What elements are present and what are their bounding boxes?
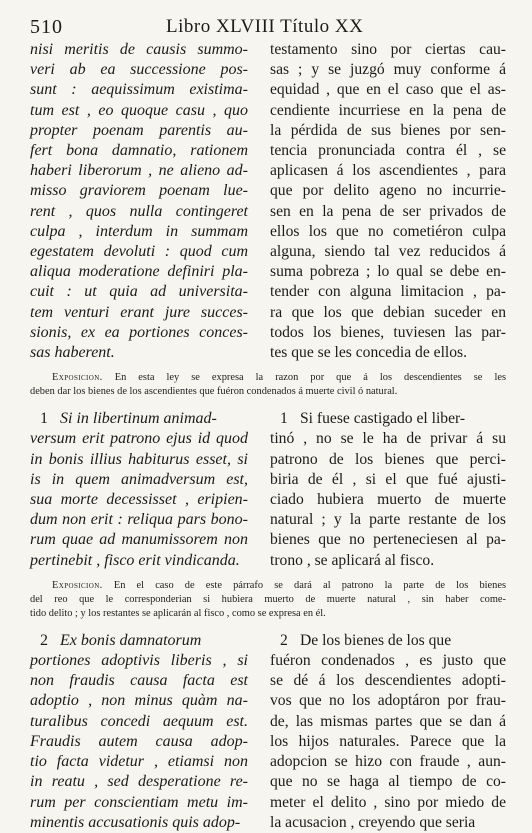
spanish-line	[270, 101, 506, 121]
spanish-column	[270, 631, 506, 833]
spanish-line	[270, 343, 506, 363]
latin-line	[30, 712, 248, 732]
spanish-line	[270, 752, 506, 772]
spanish-line	[280, 631, 506, 651]
page-number: 510	[30, 16, 63, 38]
exposition-line: tido delito ; y los restantes se aplicarán al fisco , como se expresa en él.	[30, 607, 326, 619]
line-text: nisi meritis de causis summo-	[30, 41, 248, 58]
spanish-line	[270, 181, 506, 201]
page-body	[30, 40, 506, 833]
spanish-line	[270, 490, 506, 510]
line-text: tum est , eo quoque casu , quo	[30, 101, 248, 119]
latin-line	[30, 40, 248, 60]
latin-line	[30, 691, 248, 711]
line-text: ciado hubiera muerto de muerte	[270, 491, 506, 509]
latin-line	[30, 752, 248, 772]
latin-line	[30, 141, 248, 161]
exposition-line: del reo que le corresponderian si hubiera muerto de muerte natural , sin haber come-	[30, 593, 506, 605]
latin-line	[30, 490, 248, 510]
spanish-line	[270, 323, 506, 343]
two-column-text	[30, 40, 506, 363]
spanish-line	[270, 450, 506, 470]
line-text: in reatu , sed desperatione re-	[30, 773, 248, 791]
two-column-text	[30, 409, 506, 571]
spanish-line	[270, 40, 506, 60]
line-text: meter el delito , sino por miedo de	[270, 793, 506, 811]
paragraph-number: 2	[280, 631, 288, 649]
spanish-line	[270, 510, 506, 530]
latin-line	[30, 101, 248, 121]
latin-line	[30, 222, 248, 242]
line-text: aplicasen á los ascendientes , para	[270, 162, 506, 180]
latin-line	[30, 732, 248, 752]
line-text: biria de él , si el que fué ajusti-	[270, 470, 506, 488]
latin-line	[30, 793, 248, 813]
line-text: tinó , no se le ha de privar á su	[270, 430, 506, 448]
exposition-label: Exposicion.	[52, 372, 103, 384]
line-text: testamento sino por ciertas cau-	[270, 41, 506, 58]
line-text: sen en la pena de ser privados de	[270, 202, 506, 220]
spanish-line	[270, 121, 506, 141]
line-text: rum quae ad manumissorem non	[30, 531, 248, 549]
page-header	[30, 14, 506, 40]
latin-line	[30, 202, 248, 222]
latin-line	[30, 671, 248, 691]
latin-line	[30, 303, 248, 323]
latin-line	[30, 429, 248, 449]
line-text: fuéron condenados , es justo que	[270, 652, 506, 670]
line-text: rum per conscientiam metu im-	[30, 793, 248, 811]
spanish-line	[270, 429, 506, 449]
latin-line	[30, 813, 248, 833]
exposition-line: deben dar los bienes de los ascendientes que fuéron condenados á muerte civil ó natural.	[30, 386, 398, 398]
latin-line	[30, 470, 248, 490]
section-2	[30, 631, 506, 833]
latin-line	[30, 80, 248, 100]
exposition-note	[30, 371, 506, 399]
line-text: minentis accusationis quis adop-	[30, 813, 241, 831]
line-text: equidad , que en el caso que el as-	[270, 81, 506, 99]
latin-column	[30, 631, 248, 833]
line-text: cuit : ut quia ad universita-	[30, 283, 248, 301]
section-1	[30, 409, 506, 621]
line-text: patrono de los bienes que perci-	[270, 450, 506, 468]
spanish-line	[270, 772, 506, 792]
line-text: fert bona damnatio, rationem	[30, 142, 248, 160]
line-text: sas ; y se juzgó muy conforme á	[270, 61, 506, 79]
spanish-line	[270, 470, 506, 490]
line-text: sionis, ex ea portiones conces-	[30, 323, 248, 341]
line-text: se dé á los descendientes adopti-	[270, 672, 506, 690]
spanish-line	[270, 813, 506, 833]
line-text: culpa , interdum in summam	[30, 222, 248, 240]
line-text: adoptio , non minus quàm na-	[30, 692, 248, 710]
running-title: Libro XLVIII Título XX	[166, 16, 364, 37]
spanish-line	[270, 262, 506, 282]
latin-line	[40, 631, 248, 651]
spanish-line	[270, 60, 506, 80]
latin-line	[30, 242, 248, 262]
spanish-column	[270, 409, 506, 571]
line-text: sas haberent.	[30, 344, 115, 362]
line-text: propter poenam parentis au-	[30, 121, 248, 139]
spanish-line	[270, 793, 506, 813]
line-text: bienes que no perteneciesen al pa-	[270, 531, 506, 549]
latin-line	[40, 409, 248, 429]
spanish-line	[270, 141, 506, 161]
line-text: rent , quos nulla contingeret	[30, 202, 248, 220]
line-text: haberi liberorum , ne alieno ad-	[30, 162, 248, 180]
line-text: De los bienes de los que	[300, 631, 452, 649]
line-text: Si in libertinum animad-	[60, 410, 217, 428]
paragraph-number: 2	[40, 631, 48, 649]
spanish-line	[270, 222, 506, 242]
line-text: tender con alguna limitacion , pa-	[270, 283, 506, 301]
line-text: suma pobreza ; lo qual se debe en-	[270, 263, 506, 281]
latin-line	[30, 60, 248, 80]
spanish-line	[270, 712, 506, 732]
line-text: tem venturi erant jure succes-	[30, 303, 248, 321]
line-text: is in quem animadversum est,	[30, 470, 248, 488]
line-text: alguna, siendo tal vez reducidos á	[270, 243, 506, 261]
latin-line	[30, 282, 248, 302]
spanish-line	[270, 242, 506, 262]
latin-line	[30, 450, 248, 470]
line-text: turalibus concedi aequum est.	[30, 712, 248, 730]
line-text: portiones adoptivis liberis , si	[30, 652, 248, 670]
latin-column	[30, 40, 248, 363]
latin-column	[30, 409, 248, 571]
latin-line	[30, 161, 248, 181]
line-text: la pérdida de sus bienes por sen-	[270, 121, 506, 139]
book-page	[30, 14, 506, 833]
two-column-text	[30, 631, 506, 833]
spanish-line	[270, 671, 506, 691]
line-text: sunt : aequissimum existima-	[30, 81, 248, 99]
line-text: tio facta videtur , etiamsi non	[30, 753, 248, 771]
line-text: versum erit patrono ejus id quod	[30, 430, 248, 448]
line-text: adopcion se hizo con fraude , aun-	[270, 753, 506, 771]
line-text: veri ab ea successione pos-	[30, 61, 248, 79]
line-text: Fraudis autem causa adop-	[30, 732, 248, 750]
exposition-line: Exposicion. En el caso de este párrafo se dará al patrono la parte de los bienes	[52, 579, 506, 591]
line-text: Si fuese castigado el liber-	[300, 410, 466, 428]
exposition-label: Exposicion.	[52, 579, 103, 591]
line-text: de, las mismas partes que se dan á	[270, 712, 506, 730]
spanish-line	[270, 202, 506, 222]
line-text: aliqua moderatione definiri pla-	[30, 263, 248, 281]
line-text: in bonis illius habiturus esset, si	[30, 450, 248, 468]
line-text: cendiente incurriese en la pena de	[270, 101, 506, 119]
paragraph-number: 1	[40, 410, 48, 428]
latin-line	[30, 323, 248, 343]
line-text: Ex bonis damnatorum	[60, 631, 202, 649]
spanish-line	[270, 551, 506, 571]
spanish-line	[270, 282, 506, 302]
exposition-line: Exposicion. En esta ley se expresa la razon por que á los descendientes se les	[52, 372, 506, 384]
line-text: que no se haga al tiempo de co-	[270, 773, 506, 791]
latin-line	[30, 262, 248, 282]
latin-line	[30, 121, 248, 141]
spanish-line	[270, 530, 506, 550]
section-0	[30, 40, 506, 399]
latin-line	[30, 651, 248, 671]
spanish-column	[270, 40, 506, 363]
line-text: dum non erit : reliqua pars bono-	[30, 511, 248, 529]
line-text: la acusacion , creyendo que seria	[270, 813, 476, 831]
line-text: pertinebit , fisco erit vindicanda.	[30, 551, 240, 569]
latin-line	[30, 343, 248, 363]
line-text: non fraudis causa facta est	[30, 672, 248, 690]
spanish-line	[270, 303, 506, 323]
spanish-line	[270, 161, 506, 181]
latin-line	[30, 530, 248, 550]
line-text: sua morte decessisset , eripien-	[30, 491, 248, 509]
line-text: los hijos naturales. Parece que la	[270, 732, 506, 750]
exposition-note	[30, 579, 506, 621]
spanish-line	[270, 691, 506, 711]
latin-line	[30, 510, 248, 530]
spanish-line	[270, 651, 506, 671]
latin-line	[30, 181, 248, 201]
spanish-line	[270, 732, 506, 752]
spanish-line	[270, 80, 506, 100]
line-text: misso graviorem poenam lue-	[30, 182, 248, 200]
latin-line	[30, 551, 248, 571]
line-text: natural ; y la parte restante de los	[270, 511, 506, 529]
line-text: que por delito ageno no incurrie-	[270, 182, 506, 200]
line-text: tencia pronunciada contra él , se	[270, 142, 506, 160]
line-text: vos que no los adoptáron por frau-	[270, 692, 506, 710]
spanish-line	[280, 409, 506, 429]
line-text: tes que se les concedia de ellos.	[270, 344, 468, 362]
line-text: egestatem devoluti : quod cum	[30, 243, 248, 261]
line-text: todos los bienes, tuviesen las par-	[270, 323, 506, 341]
line-text: ra que los que debian suceder en	[270, 303, 506, 321]
line-text: ellos los que no cometiéron culpa	[270, 222, 506, 240]
line-text: trono , se aplicará al fisco.	[270, 551, 435, 569]
latin-line	[30, 772, 248, 792]
paragraph-number: 1	[280, 410, 288, 428]
